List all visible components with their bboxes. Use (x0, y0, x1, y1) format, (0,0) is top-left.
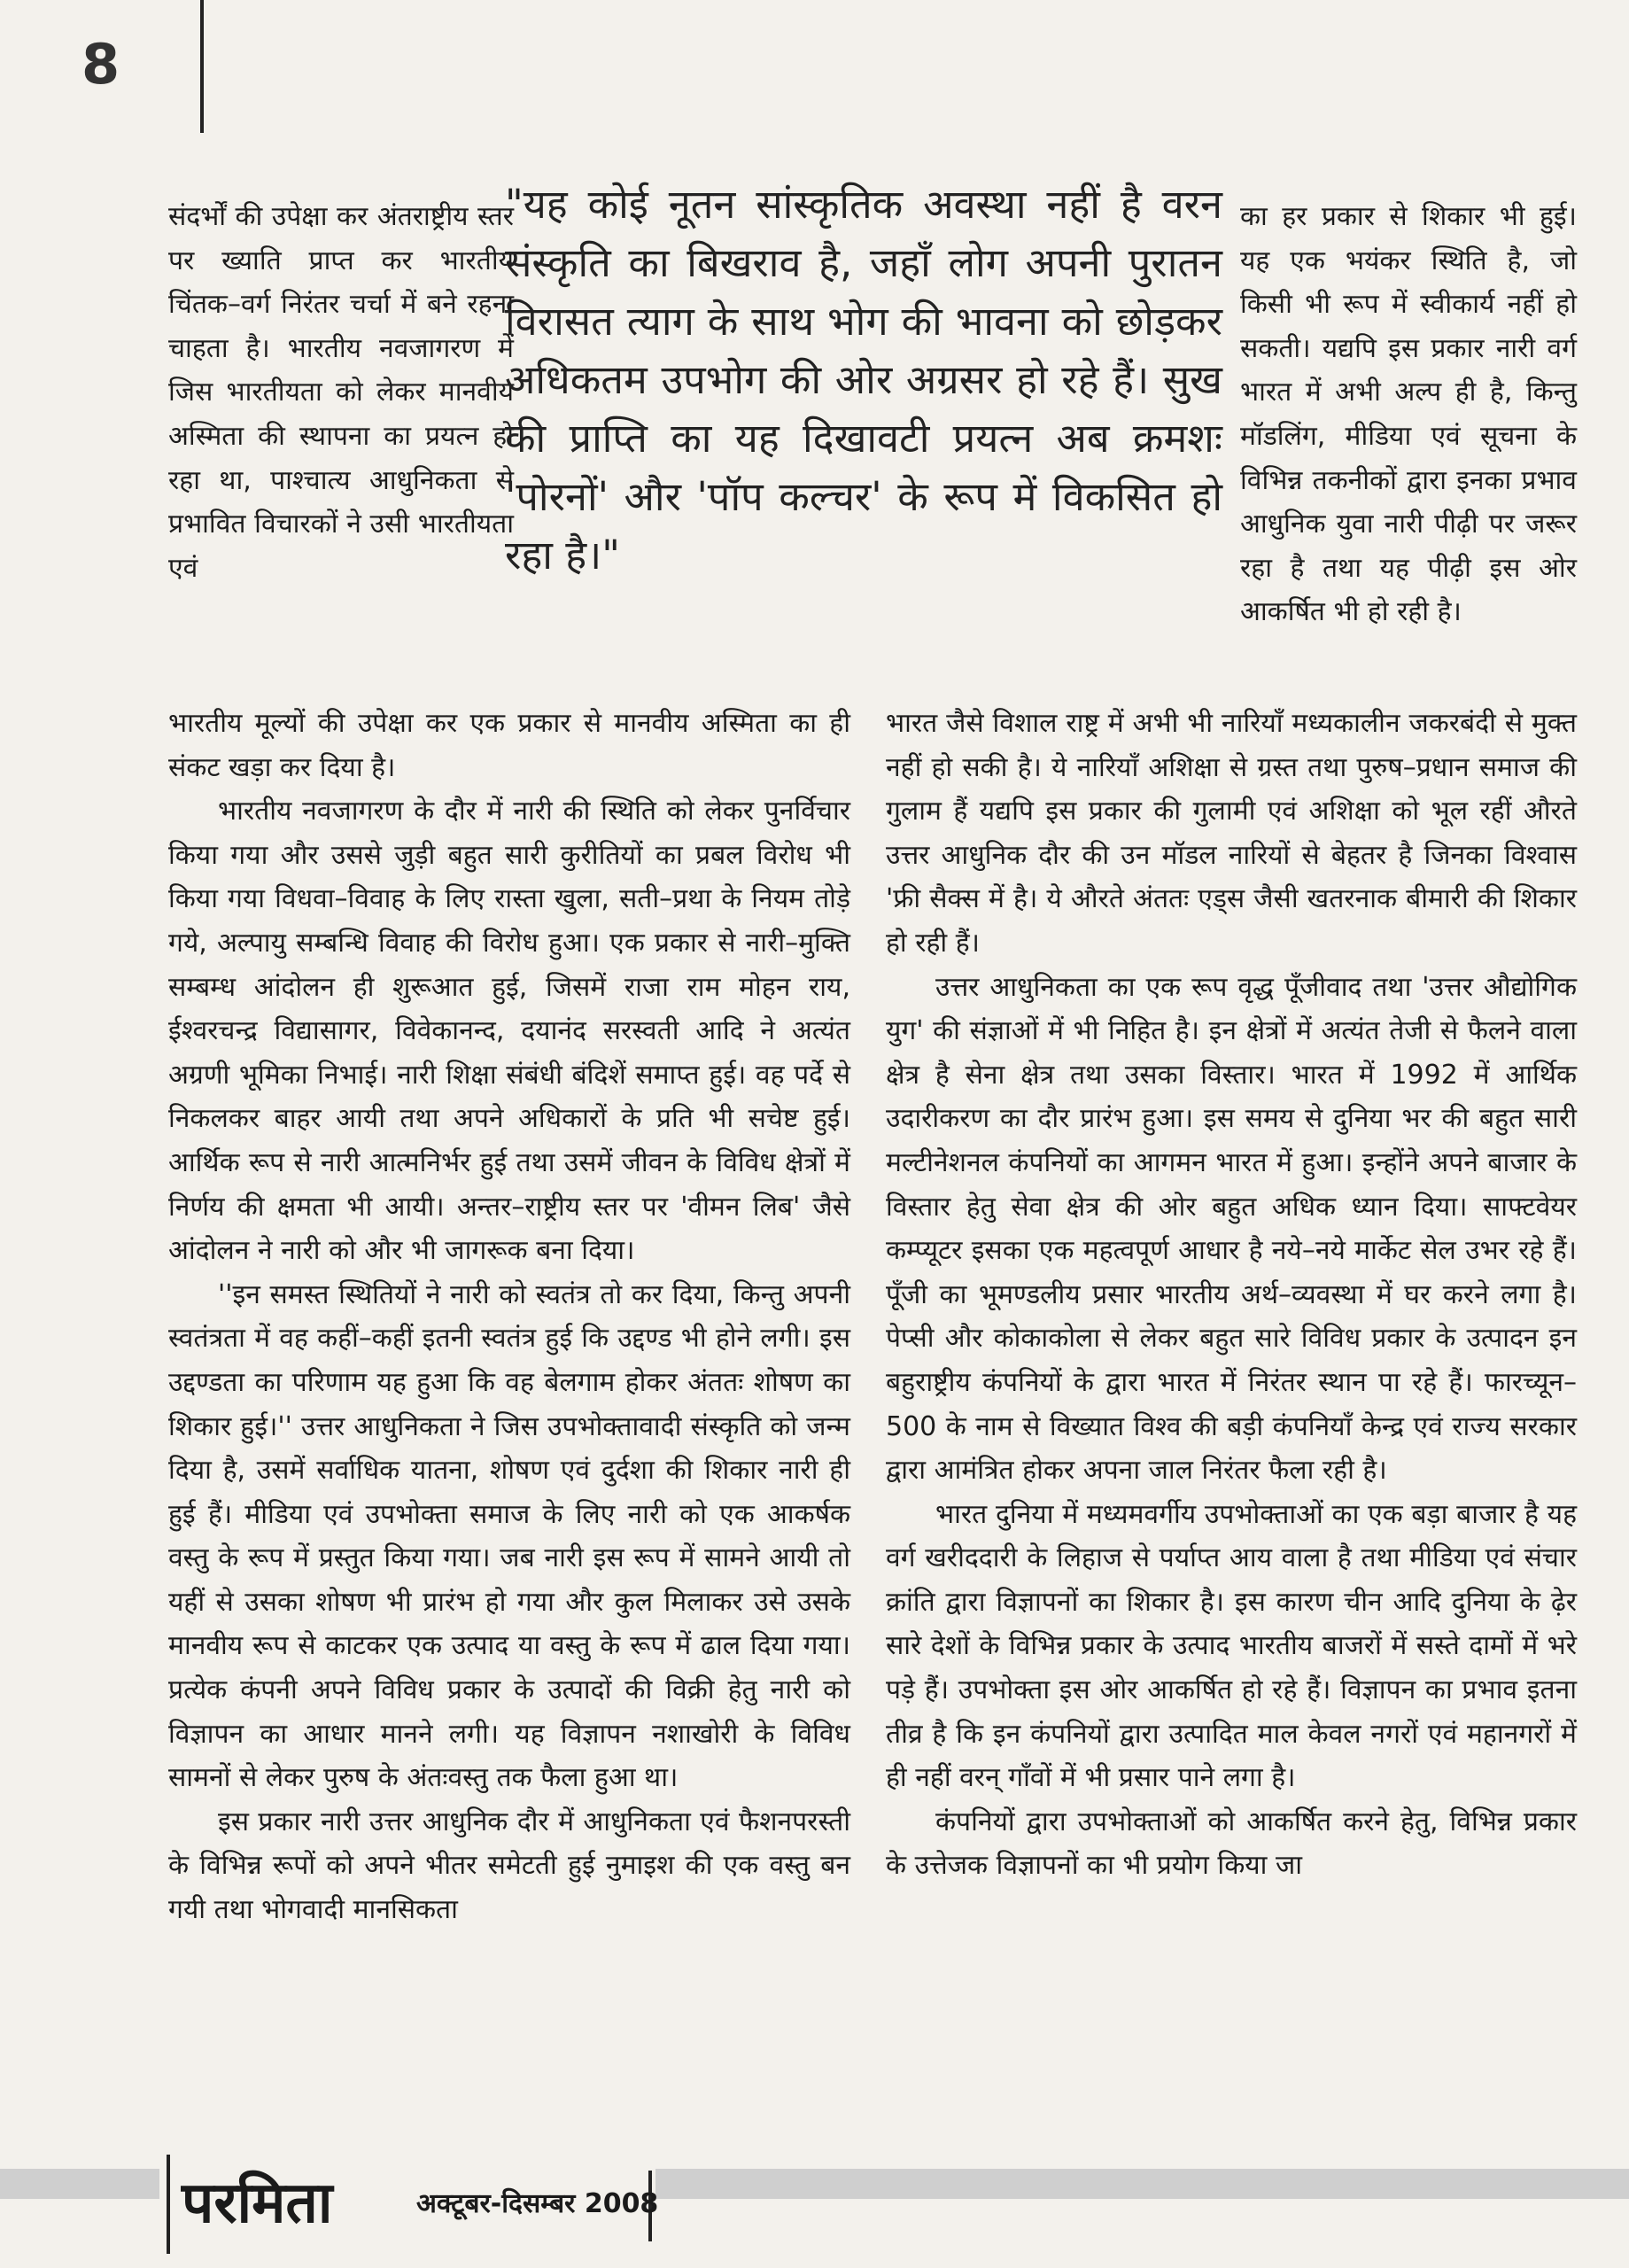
page-number: 8 (81, 32, 120, 97)
left-column-main (168, 702, 850, 1932)
right-paragraph-1: भारत जैसे विशाल राष्ट्र में अभी भी नारियाँ मध्यकालीन जकरबंदी से मुक्त नहीं हो सकी है। ये नारियाँ अशिक्षा से ग्रस्त तथा पुरुष–प्रधान समाज की गुलाम हैं यद्यपि इस प्रकार की गुलामी एवं अशिक्षा को भूल रहीं औरते उत्तर आधुनिक दौर की उन मॉडल नारियों से बेहतर है जिनका विश्वास 'फ्री सैक्स में है। ये औरते अंततः एड्स जैसी खतरनाक बीमारी की शिकार हो रही हैं। (886, 708, 1577, 959)
pull-quote (505, 175, 1222, 585)
right-paragraph-4: कंपनियों द्वारा उपभोक्ताओं को आकर्षित करने हेतु, विभिन्न प्रकार के उत्तेजक विज्ञापनों का भी प्रयोग किया जा (886, 1806, 1577, 1882)
left-top-paragraph: संदर्भों की उपेक्षा कर अंतराष्ट्रीय स्तर पर ख्याति प्राप्त कर भारतीय चिंतक–वर्ग निरंतर चर्चा में बने रहना चाहता है। भारतीय नवजागरण में जिस भारतीयता को लेकर मानवीय अस्मिता की स्थापना का प्रयत्न हो रहा था, पाश्चात्य आधुनिकता से प्रभावित विचारकों ने उसी भारतीयता एवं (168, 201, 514, 584)
left-column-top (168, 195, 514, 590)
issue-date: अक्टूबर-दिसम्बर 2008 (416, 2188, 659, 2219)
right-paragraph-3: भारत दुनिया में मध्यमवर्गीय उपभोक्ताओं का एक बड़ा बाजार है यह वर्ग खरीददारी के लिहाज से पर्याप्त आय वाला है तथा मीडिया एवं संचार क्रांति द्वारा विज्ञापनों का शिकार है। इस कारण चीन आदि दुनिया के ढ़ेर सारे देशों के विभिन्न प्रकार के उत्पाद भारतीय बाजरों में सस्ते दामों में भरे पड़े हैं। उपभोक्ता इस ओर आकर्षित हो रहे हैं। विज्ञापन का प्रभाव इतना तीव्र है कि इन कंपनियों द्वारा उत्पादित माल केवल नगरों एवं महानगरों में ही नहीं वरन् गाँवों में भी प्रसार पाने लगा है। (886, 1498, 1577, 1794)
top-vertical-rule (200, 0, 204, 133)
right-top-paragraph: का हर प्रकार से शिकार भी हुई। यह एक भयंकर स्थिति है, जो किसी भी रूप में स्वीकार्य नहीं हो सकती। यद्यपि इस प्रकार नारी वर्ग भारत में अभी अल्प ही है, किन्तु मॉडलिंग, मीडिया एवं सूचना के विभिन्न तकनीकों द्वारा इनका प्रभाव आधुनिक युवा नारी पीढ़ी पर जरूर रहा है तथा यह पीढ़ी इस ओर आकर्षित भी हो रही है। (1240, 201, 1577, 628)
pull-quote-text: "यह कोई नूतन सांस्कृतिक अवस्था नहीं है वरन संस्कृति का बिखराव है, जहाँ लोग अपनी पुरातन विरासत त्याग के साथ भोग की भावना को छोड़कर अधिकतम उपभोग की ओर अग्रसर हो रहे हैं। सुख की प्राप्ति का यह दिखावटी प्रयत्न अब क्रमशः 'पोरनों' और 'पॉप कल्चर' के रूप में विकसित हो रहा है।" (505, 181, 1222, 579)
right-column-main (886, 702, 1577, 1888)
right-paragraph-2: उत्तर आधुनिकता का एक रूप वृद्ध पूँजीवाद तथा 'उत्तर औद्योगिक युग' की संज्ञाओं में भी निहित है। इन क्षेत्रों में अत्यंत तेजी से फैलने वाला क्षेत्र है सेना क्षेत्र तथा उसका विस्तार। भारत में 1992 में आर्थिक उदारीकरण का दौर प्रारंभ हुआ। इस समय से दुनिया भर की बहुत सारी मल्टीनेशनल कंपनियों का आगमन भारत में हुआ। इन्होंने अपने बाजार के विस्तार हेतु सेवा क्षेत्र की ओर बहुत अधिक ध्यान दिया। साफ्टवेयर कम्प्यूटर इसका एक महत्वपूर्ण आधार है नये–नये मार्केट सेल उभर रहे हैं। पूँजी का भूमण्डलीय प्रसार भारतीय अर्थ–व्यवस्था में घर करने लगा है। पेप्सी और कोकाकोला से लेकर बहुत सारे विविध प्रकार के उत्पादन इन बहुराष्ट्रीय कंपनियों के द्वारा भारत में निरंतर स्थान पा रहे हैं। फारच्यून– 500 के नाम से विख्यात विश्व की बड़ी कंपनियाँ केन्द्र एवं राज्य सरकार द्वारा आमंत्रित होकर अपना जाल निरंतर फैला रही है। (886, 971, 1577, 1487)
left-paragraph-2: भारतीय नवजागरण के दौर में नारी की स्थिति को लेकर पुनर्विचार किया गया और उससे जुड़ी बहुत सारी कुरीतियों का प्रबल विरोध भी किया गया विधवा–विवाह के लिए रास्ता खुला, सती–प्रथा के नियम तोड़े गये, अल्पायु सम्बन्धि विवाह की विरोध हुआ। एक प्रकार से नारी–मुक्ति सम्बम्ध आंदोलन ही शुरूआत हुई, जिसमें राजा राम मोहन राय, ईश्वरचन्द्र विद्यासागर, विवेकानन्द, दयानंद सरस्वती आदि ने अत्यंत अग्रणी भूमिका निभाई। नारी शिक्षा संबंधी बंदिशें समाप्त हुई। वह पर्दे से निकलकर बाहर आयी तथा अपने अधिकारों के प्रति भी सचेष्ट हुई। आर्थिक रूप से नारी आत्मनिर्भर हुई तथा उसमें जीवन के विविध क्षेत्रों में निर्णय की क्षमता भी आयी। अन्तर–राष्ट्रीय स्तर पर 'वीमन लिब' जैसे आंदोलन ने नारी को और भी जागरूक बना दिया। (168, 796, 850, 1267)
right-column-top (1240, 195, 1577, 634)
left-paragraph-1: भारतीय मूल्यों की उपेक्षा कर एक प्रकार से मानवीय अस्मिता का ही संकट खड़ा कर दिया है। (168, 708, 850, 783)
left-paragraph-4: इस प्रकार नारी उत्तर आधुनिक दौर में आधुनिकता एवं फैशनपरस्ती के विभिन्न रूपों को अपने भीतर समेटती हुई नुमाइश की एक वस्तु बन गयी तथा भोगवादी मानसिकता (168, 1806, 850, 1926)
footer-left-bar (167, 2155, 170, 2254)
left-paragraph-3: ''इन समस्त स्थितियों ने नारी को स्वतंत्र तो कर दिया, किन्तु अपनी स्वतंत्रता में वह कहीं–कहीं इतनी स्वतंत्र हुई कि उद्दण्ड भी होने लगी। इस उद्दण्डता का परिणाम यह हुआ कि वह बेलगाम होकर अंततः शोषण का शिकार हुई।'' उत्तर आधुनिकता ने जिस उपभोक्तावादी संस्कृति को जन्म दिया है, उसमें सर्वाधिक यातना, शोषण एवं दुर्दशा की शिकार नारी ही हुई हैं। मीडिया एवं उपभोक्ता समाज के लिए नारी को एक आकर्षक वस्तु के रूप में प्रस्तुत किया गया। जब नारी इस रूप में सामने आयी तो यहीं से उसका शोषण भी प्रारंभ हो गया और कुल मिलाकर उसे उसके मानवीय रूप से काटकर एक उत्पाद या वस्तु के रूप में ढाल दिया गया। प्रत्येक कंपनी अपने विविध प्रकार के उत्पादों की विक्री हेतु नारी को विज्ञापन का आधार मानने लगी। यह विज्ञापन नशाखोरी के विविध सामनों से लेकर पुरुष के अंतःवस्तु तक फैला हुआ था। (168, 1278, 850, 1794)
magazine-name: परमिता (182, 2171, 333, 2236)
